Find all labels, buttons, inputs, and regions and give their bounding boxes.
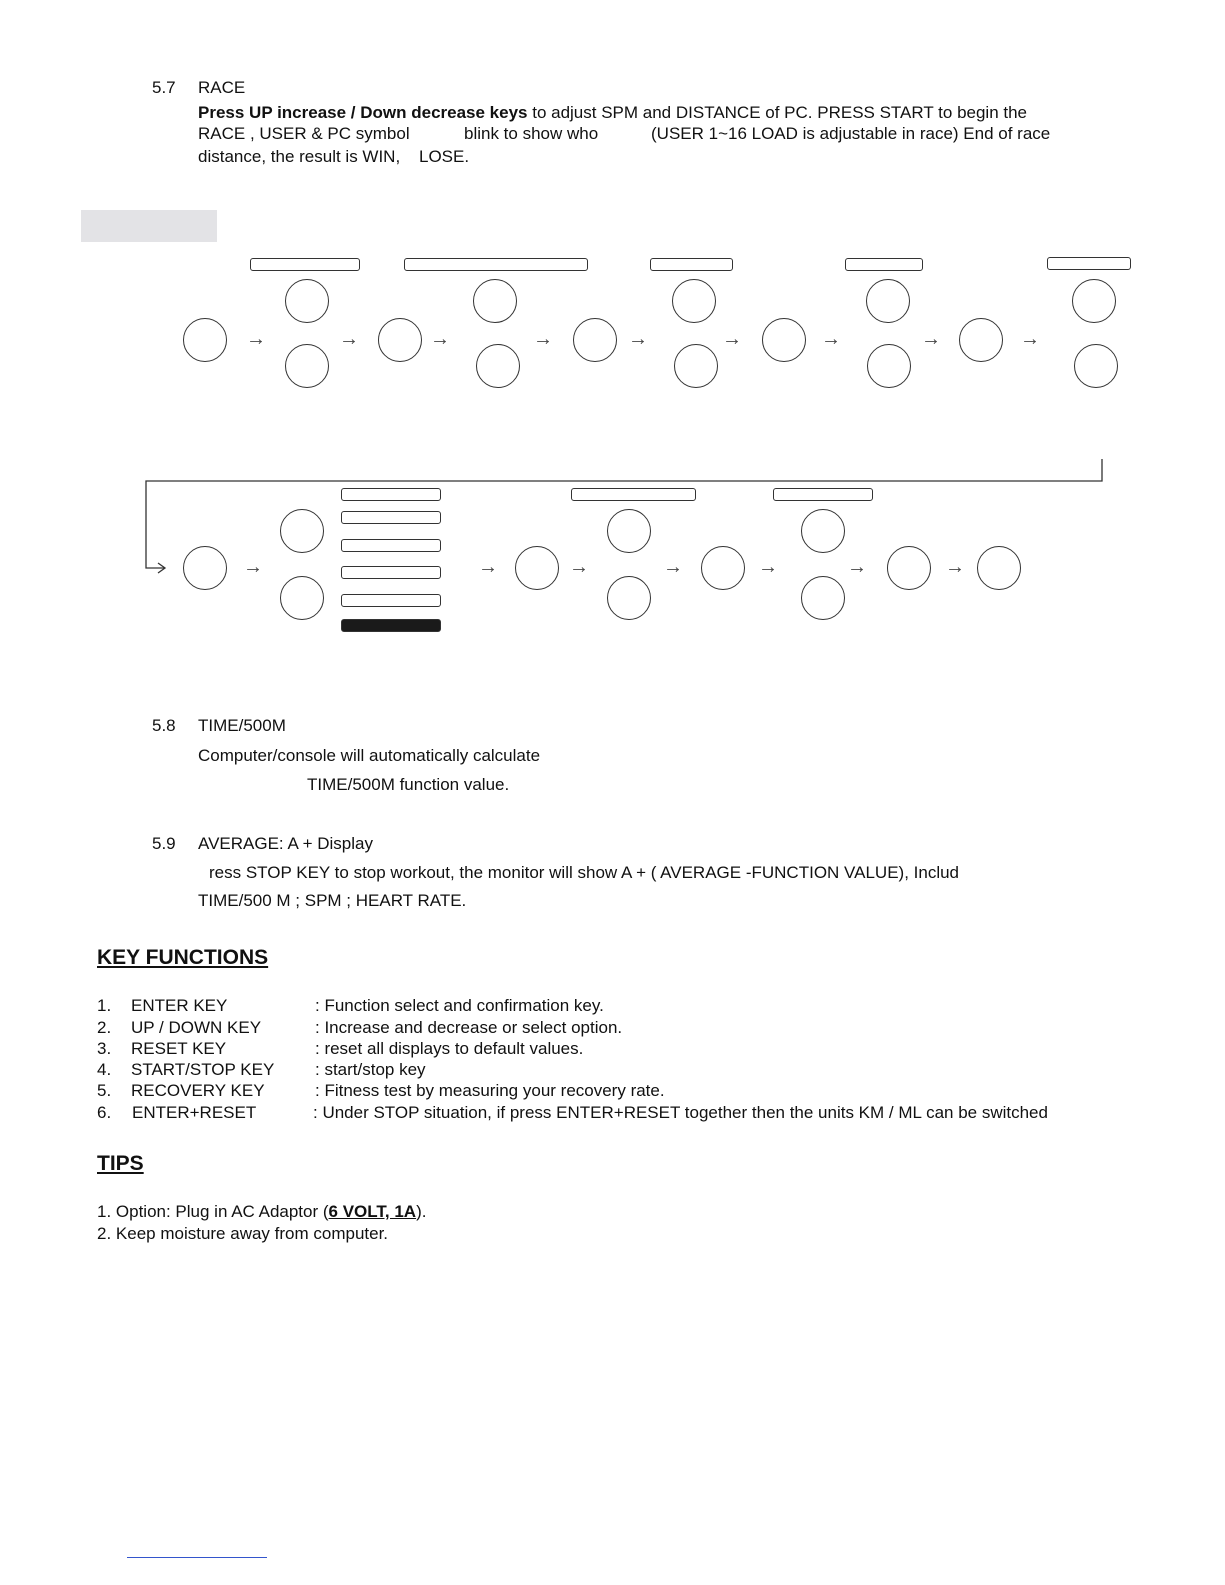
- key-circle-down: [801, 576, 845, 620]
- flow-arrow-icon: →: [628, 328, 648, 350]
- item-number: 3.: [97, 1039, 112, 1058]
- flow-arrow-icon: →: [921, 328, 941, 350]
- display-label-pill: [341, 539, 441, 552]
- key-circle: [701, 546, 745, 590]
- item-number: 2.: [97, 1018, 112, 1037]
- key-circle: [515, 546, 559, 590]
- display-label-pill: [341, 566, 441, 579]
- key-circle: [183, 546, 227, 590]
- tip-1-prefix: 1. Option: Plug in AC Adaptor (: [97, 1202, 329, 1221]
- flow-arrow-icon: →: [663, 556, 683, 578]
- key-circle-down: [280, 576, 324, 620]
- average-line-2: TIME/500 M ; SPM ; HEART RATE.: [198, 891, 467, 910]
- item-desc: : Fitness test by measuring your recovery rate.: [315, 1081, 665, 1100]
- tip-1-suffix: ).: [416, 1202, 427, 1221]
- display-label-pill: [341, 511, 441, 524]
- display-label-pill: [571, 488, 696, 501]
- item-key: RECOVERY KEY: [131, 1081, 265, 1100]
- flow-connector-line: [0, 0, 1225, 600]
- flow-arrow-icon: →: [1020, 328, 1040, 350]
- race-line-2b: blink to show who: [464, 124, 599, 143]
- item-desc: : Increase and decrease or select option.: [315, 1018, 623, 1037]
- flow-arrow-icon: →: [478, 556, 498, 578]
- item-desc: : Function select and confirmation key.: [315, 996, 604, 1015]
- item-key: RESET KEY: [131, 1039, 227, 1058]
- race-line-1-rest: to adjust SPM and DISTANCE of PC. PRESS START to begin the: [527, 103, 1028, 122]
- key-circle-up: [801, 509, 845, 553]
- item-desc: : reset all displays to default values.: [315, 1039, 584, 1058]
- key-circle: [977, 546, 1021, 590]
- item-number: 4.: [97, 1060, 112, 1079]
- section-5-7-title: RACE: [198, 78, 246, 97]
- flow-arrow-icon: →: [430, 328, 450, 350]
- display-label-pill: [341, 488, 441, 501]
- section-5-7-number: 5.7: [152, 78, 176, 97]
- item-number: 1.: [97, 996, 112, 1015]
- race-line-2c: (USER 1~16 LOAD is adjustable in race) End of race: [651, 124, 1051, 143]
- item-desc: : Under STOP situation, if press ENTER+RESET together then the units KM / ML can be switched: [313, 1103, 1048, 1122]
- section-5-8-number: 5.8: [152, 716, 176, 735]
- display-label-pill: [341, 594, 441, 607]
- tip-1: [97, 1201, 426, 1223]
- item-key: UP / DOWN KEY: [131, 1018, 262, 1037]
- footer-rule: [127, 1557, 267, 1558]
- tips-heading: TIPS: [97, 1152, 144, 1175]
- key-circle: [887, 546, 931, 590]
- flow-arrow-icon: →: [821, 328, 841, 350]
- flow-arrow-icon: →: [758, 556, 778, 578]
- time500-line-1: Computer/console will automatically calculate: [198, 746, 541, 765]
- section-5-9-number: 5.9: [152, 834, 176, 853]
- display-label-pill-selected: [341, 619, 441, 632]
- flow-arrow-icon: →: [569, 556, 589, 578]
- flow-arrow-icon: →: [722, 328, 742, 350]
- key-circle-down: [607, 576, 651, 620]
- key-circle-up: [280, 509, 324, 553]
- flow-arrow-icon: →: [847, 556, 867, 578]
- flow-arrow-icon: →: [246, 328, 266, 350]
- tip-1-voltage: 6 VOLT, 1A: [328, 1202, 417, 1221]
- time500-line-2: TIME/500M function value.: [307, 775, 510, 794]
- item-key: START/STOP KEY: [131, 1060, 275, 1079]
- key-circle-up: [607, 509, 651, 553]
- race-line-3b: LOSE.: [419, 147, 470, 166]
- section-5-8-title: TIME/500M: [198, 716, 286, 735]
- race-line-3a: distance, the result is WIN,: [198, 147, 401, 166]
- item-desc: : start/stop key: [315, 1060, 426, 1079]
- display-label-pill: [773, 488, 873, 501]
- item-number: 6.: [97, 1103, 112, 1122]
- flow-arrow-icon: →: [533, 328, 553, 350]
- section-5-9-title: AVERAGE: A + Display: [198, 834, 373, 853]
- item-number: 5.: [97, 1081, 112, 1100]
- item-key: ENTER+RESET: [132, 1103, 257, 1122]
- flow-arrow-icon: →: [945, 556, 965, 578]
- average-line-1: ress STOP KEY to stop workout, the monitor will show A + ( AVERAGE -FUNCTION VALUE), Includ: [209, 863, 960, 882]
- race-line-2a: RACE , USER & PC symbol: [198, 124, 410, 143]
- flow-arrow-icon: →: [243, 556, 263, 578]
- tip-2: 2. Keep moisture away from computer.: [97, 1224, 389, 1243]
- race-keys-bold: Press UP increase / Down decrease keys: [198, 103, 528, 122]
- item-key: ENTER KEY: [131, 996, 228, 1015]
- flow-arrow-icon: →: [339, 328, 359, 350]
- key-functions-heading: KEY FUNCTIONS: [97, 946, 269, 969]
